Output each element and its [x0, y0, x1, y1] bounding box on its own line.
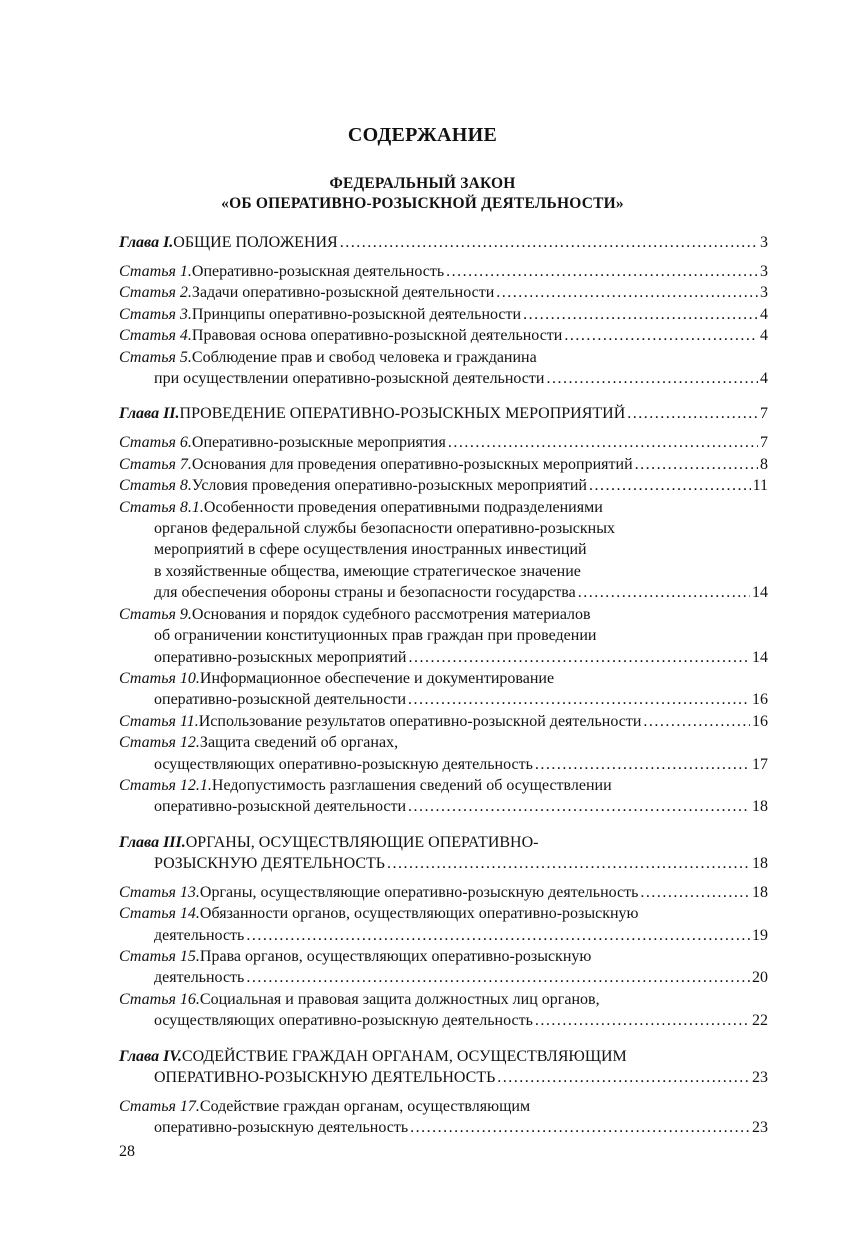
article-entry-page-number: 4: [760, 305, 768, 323]
chapter-entry-line: [119, 853, 768, 874]
law-title-line-1: ФЕДЕРАЛЬНЫЙ ЗАКОН: [329, 175, 516, 192]
article-entry-line: [119, 539, 768, 560]
article-entry-label: Статья 1.: [119, 263, 192, 280]
article-entry-title: для обеспечения обороны страны и безопасности государства: [154, 584, 576, 602]
article-entry-title: Социальная и правовая защита должностных лиц органов,: [199, 990, 600, 1008]
chapter-entry-title: ПРОВЕДЕНИЕ ОПЕРАТИВНО-РОЗЫСКНЫХ МЕРОПРИЯТИЙ: [179, 405, 626, 423]
chapter-entry: [119, 832, 768, 874]
article-entry-label: Статья 14.: [119, 905, 200, 923]
article-entry-title: осуществляющих оперативно-розыскную деятельность: [154, 1012, 533, 1030]
chapter-entry-title: ОПЕРАТИВНО-РОЗЫСКНУЮ ДЕЯТЕЛЬНОСТЬ: [154, 1068, 496, 1086]
page-title: СОДЕРЖАНИЕ: [347, 124, 498, 146]
chapter-entry: [119, 1046, 768, 1088]
article-entry-line: [119, 1096, 768, 1117]
dot-leader: [523, 304, 758, 325]
article-entry: [119, 282, 768, 303]
article-entry-title: Содействие граждан органам, осуществляющим: [199, 1097, 531, 1115]
article-entry-line: [119, 625, 768, 646]
article-entry-title: оперативно-розыскную деятельность: [154, 1119, 409, 1136]
article-entry-page-number: 11: [752, 477, 768, 495]
article-entry-title: Информационное обеспечение и документирование: [199, 669, 555, 687]
article-entry-line: [119, 432, 768, 453]
article-entry: [119, 1096, 768, 1139]
dot-leader: [408, 647, 750, 668]
article-entry-label: Статья 8.1.: [119, 498, 204, 516]
article-entry-line: [119, 475, 768, 496]
dot-leader: [535, 1010, 750, 1031]
article-entry-line: [119, 967, 768, 988]
article-entry-line: [119, 925, 768, 946]
article-entry-title: Соблюдение прав и свобод человека и гражданина: [191, 348, 537, 366]
article-entry-line: [119, 518, 768, 539]
article-entry-title: Права органов, осуществляющих оперативно-розыскную: [199, 947, 592, 965]
chapter-entry: [119, 403, 768, 424]
article-entry-line: [119, 946, 768, 967]
article-entry: [119, 347, 768, 390]
article-entry-label: Статья 12.1.: [119, 776, 212, 794]
article-entry: [119, 325, 768, 346]
article-entry-label: Статья 4.: [119, 327, 192, 345]
article-entry-line: [119, 711, 768, 732]
article-entry-title: Оперативно-розыскные мероприятия: [191, 434, 446, 452]
chapter-entry-line: [119, 832, 768, 853]
article-entry-label: Статья 2.: [119, 284, 192, 302]
article-entry-title: деятельность: [154, 969, 245, 987]
dot-leader: [643, 711, 750, 732]
article-entry-line: [119, 1117, 768, 1138]
article-entry-label: Статья 17.: [119, 1097, 200, 1115]
article-entry: [119, 732, 768, 775]
chapter-section: [119, 403, 768, 817]
article-entry-line: [119, 368, 768, 389]
dot-leader: [410, 1117, 750, 1138]
article-entry: [119, 882, 768, 903]
article-entry-line: [119, 732, 768, 753]
article-entry-page-number: 18: [752, 798, 768, 816]
article-entry-line: [119, 454, 768, 475]
article-entry-title: органов федеральной службы безопасности оперативно-розыскных: [154, 520, 615, 538]
article-entry-page-number: 4: [760, 370, 768, 388]
chapter-entry-label: Глава III.: [119, 833, 186, 851]
article-entry-page-number: 23: [752, 1119, 768, 1136]
article-entry: [119, 497, 768, 604]
article-entry-page-number: 19: [752, 926, 768, 944]
article-entry-page-number: 8: [760, 455, 768, 473]
dot-leader: [387, 853, 750, 874]
article-entry-line: [119, 775, 768, 796]
article-entry: [119, 668, 768, 711]
article-entry-line: [119, 561, 768, 582]
article-entry-line: [119, 604, 768, 625]
article-entry-page-number: 17: [752, 755, 768, 773]
article-entry: [119, 454, 768, 475]
page-number: 28: [119, 1143, 135, 1160]
article-entry-title: в хозяйственные общества, имеющие стратегическое значение: [154, 562, 581, 580]
chapter-section: [119, 832, 768, 1032]
article-entry-page-number: 4: [760, 327, 768, 345]
article-entry-title: мероприятий в сфере осуществления иностранных инвестиций: [154, 541, 587, 559]
article-entry-label: Статья 6.: [119, 434, 192, 452]
chapter-entry-label: Глава II.: [119, 405, 180, 423]
article-entry-page-number: 3: [760, 284, 768, 302]
article-entry-page-number: 16: [752, 691, 768, 709]
chapter-entry-line: [119, 1046, 768, 1067]
chapter-section: [119, 232, 768, 389]
article-entry: [119, 903, 768, 946]
chapter-entry-line: [119, 232, 768, 253]
dot-leader: [446, 261, 758, 282]
article-entry: [119, 775, 768, 818]
dot-leader: [627, 403, 758, 424]
article-entry-title: Условия проведения оперативно-розыскных мероприятий: [191, 477, 587, 495]
dot-leader: [408, 796, 750, 817]
article-entry: [119, 604, 768, 668]
article-entry-title: Задачи оперативно-розыскной деятельности: [191, 284, 495, 302]
table-of-contents: [119, 232, 768, 1152]
dot-leader: [640, 882, 750, 903]
article-entry-title: деятельность: [154, 926, 245, 944]
article-entry: [119, 475, 768, 496]
dot-leader: [497, 1067, 750, 1088]
chapter-entry-page-number: 7: [760, 405, 768, 423]
article-entry: [119, 432, 768, 453]
article-entry-line: [119, 282, 768, 303]
chapter-section: [119, 1046, 768, 1139]
article-entry-line: [119, 347, 768, 368]
chapter-entry-title: РОЗЫСКНУЮ ДЕЯТЕЛЬНОСТЬ: [154, 854, 385, 872]
article-entry-page-number: 7: [760, 434, 768, 452]
article-entry-title: Обязанности органов, осуществляющих оперативно-розыскную: [199, 905, 639, 923]
article-entry-label: Статья 13.: [119, 883, 200, 901]
dot-leader: [340, 232, 758, 253]
article-entry: [119, 711, 768, 732]
article-entry-label: Статья 10.: [119, 669, 200, 687]
article-entry-line: [119, 647, 768, 668]
article-entry-label: Статья 11.: [119, 712, 199, 730]
article-entry-title: Правовая основа оперативно-розыскной деятельности: [191, 327, 563, 345]
chapter-entry-label: Глава IV.: [119, 1047, 182, 1065]
dot-leader: [246, 967, 750, 988]
article-entry-line: [119, 304, 768, 325]
article-entry-page-number: 18: [752, 883, 768, 901]
article-entry-title: оперативно-розыскной деятельности: [154, 798, 407, 816]
article-entry-line: [119, 989, 768, 1010]
article-entry: [119, 261, 768, 282]
article-entry-title: Оперативно-розыскная деятельность: [191, 263, 445, 280]
chapter-entry: [119, 232, 768, 253]
article-entry-page-number: 22: [752, 1012, 768, 1030]
dot-leader: [448, 432, 758, 453]
article-entry: [119, 304, 768, 325]
dot-leader: [246, 925, 750, 946]
dot-leader: [589, 475, 751, 496]
law-title-line-2: «ОБ ОПЕРАТИВНО-РОЗЫСКНОЙ ДЕЯТЕЛЬНОСТИ»: [221, 195, 624, 212]
article-entry-line: [119, 497, 768, 518]
article-entry-line: [119, 261, 768, 282]
article-entry-page-number: 14: [752, 584, 768, 602]
chapter-entry-title: ОБЩИЕ ПОЛОЖЕНИЯ: [173, 234, 338, 251]
dot-leader: [564, 325, 758, 346]
article-entry-line: [119, 325, 768, 346]
article-entry-line: [119, 796, 768, 817]
dot-leader: [496, 282, 758, 303]
dot-leader: [408, 689, 750, 710]
article-entry-line: [119, 882, 768, 903]
article-entry-title: Защита сведений об органах,: [199, 734, 399, 752]
dot-leader: [546, 368, 758, 389]
article-entry-title: Недопустимость разглашения сведений об осуществлении: [211, 776, 612, 794]
article-entry-title: при осуществлении оперативно-розыскной деятельности: [154, 370, 545, 388]
article-entry-title: Использование результатов оперативно-розыскной деятельности: [198, 712, 642, 730]
article-entry-title: осуществляющих оперативно-розыскную деятельность: [154, 755, 533, 773]
dot-leader: [578, 582, 750, 603]
chapter-entry-page-number: 18: [752, 854, 768, 872]
article-entry-page-number: 20: [752, 969, 768, 987]
chapter-entry-label: Глава I.: [119, 234, 174, 251]
article-entry-title: Органы, осуществляющие оперативно-розыскную деятельность: [199, 883, 639, 901]
dot-leader: [535, 754, 750, 775]
chapter-entry-title: СОДЕЙСТВИЕ ГРАЖДАН ОРГАНАМ, ОСУЩЕСТВЛЯЮЩИМ: [181, 1047, 627, 1065]
chapter-entry-line: [119, 403, 768, 424]
article-entry-line: [119, 903, 768, 924]
article-entry-title: Основания и порядок судебного рассмотрения материалов: [191, 605, 591, 623]
article-entry-title: Принципы оперативно-розыскной деятельности: [191, 305, 522, 323]
article-entry-label: Статья 3.: [119, 305, 192, 323]
article-entry-line: [119, 689, 768, 710]
dot-leader: [635, 454, 758, 475]
chapter-entry-page-number: 3: [760, 234, 768, 251]
article-entry-title: об ограничении конституционных прав граждан при проведении: [154, 627, 597, 645]
article-entry-label: Статья 9.: [119, 605, 192, 623]
article-entry-title: Особенности проведения оперативными подразделениями: [203, 498, 603, 516]
article-entry-label: Статья 12.: [119, 734, 200, 752]
chapter-entry-page-number: 23: [752, 1068, 768, 1086]
article-entry-page-number: 16: [752, 712, 768, 730]
article-entry-label: Статья 8.: [119, 477, 192, 495]
article-entry-title: Основания для проведения оперативно-розыскных мероприятий: [191, 455, 633, 473]
article-entry-title: оперативно-розыскной деятельности: [154, 691, 407, 709]
article-entry: [119, 946, 768, 989]
article-entry-page-number: 3: [760, 263, 768, 280]
article-entry-label: Статья 16.: [119, 990, 200, 1008]
article-entry-title: оперативно-розыскных мероприятий: [154, 648, 407, 666]
article-entry-label: Статья 7.: [119, 455, 192, 473]
article-entry-line: [119, 1010, 768, 1031]
chapter-entry-line: [119, 1067, 768, 1088]
article-entry-line: [119, 754, 768, 775]
article-entry-line: [119, 668, 768, 689]
article-entry-page-number: 14: [752, 648, 768, 666]
article-entry-label: Статья 5.: [119, 348, 192, 366]
article-entry: [119, 989, 768, 1032]
article-entry-label: Статья 15.: [119, 947, 200, 965]
chapter-entry-title: ОРГАНЫ, ОСУЩЕСТВЛЯЮЩИЕ ОПЕРАТИВНО-: [185, 833, 539, 851]
article-entry-line: [119, 582, 768, 603]
